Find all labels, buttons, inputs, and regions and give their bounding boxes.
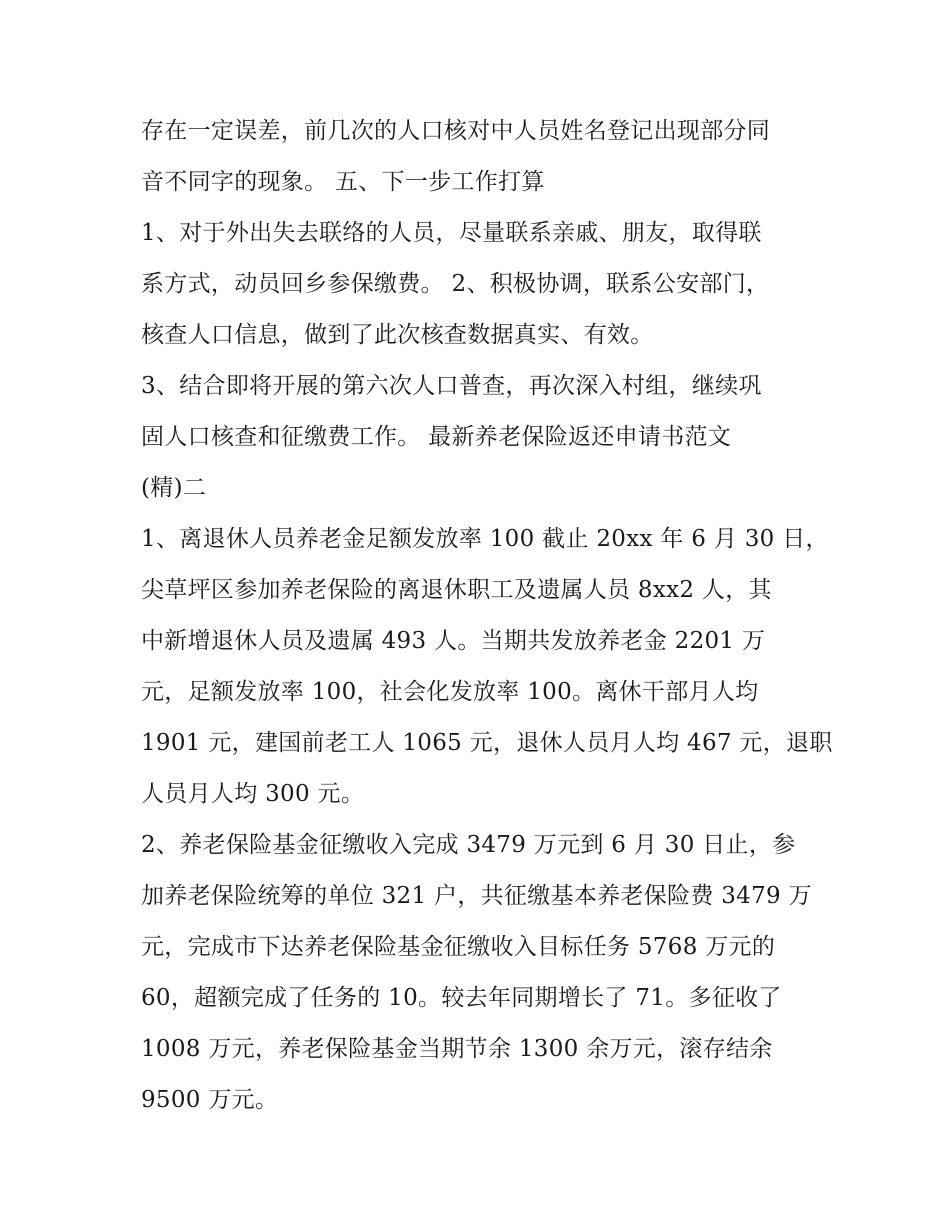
text-line: 元，完成市下达养老保险基金征缴收入目标任务 5768 万元的 xyxy=(141,934,776,960)
text-line: 中新增退休人员及遗属 493 人。当期共发放养老金 2201 万 xyxy=(141,628,766,654)
text-line: 核查人口信息，做到了此次核查数据真实、有效。 xyxy=(141,322,654,348)
document-body xyxy=(141,106,833,1126)
text-line: 音不同字的现象。 五、下一步工作打算 xyxy=(141,169,545,195)
text-line: 系方式，动员回乡参保缴费。 2、积极协调，联系公安部门， xyxy=(141,271,770,297)
text-line: 2、养老保险基金征缴收入完成 3479 万元到 6 月 30 日止，参 xyxy=(141,832,796,858)
text-line: (精)二 xyxy=(141,475,207,501)
text-line: 9500 万元。 xyxy=(141,1087,279,1113)
text-line: 存在一定误差，前几次的人口核对中人员姓名登记出现部分同 xyxy=(141,118,771,144)
text-line: 元，足额发放率 100，社会化发放率 100。离休干部月人均 xyxy=(141,679,759,705)
text-line: 加养老保险统筹的单位 321 户，共征缴基本养老保险费 3479 万 xyxy=(141,883,812,909)
text-line: 1008 万元，养老保险基金当期节余 1300 余万元，滚存结余 xyxy=(141,1036,773,1062)
text-line: 3、结合即将开展的第六次人口普查，再次深入村组，继续巩 xyxy=(141,373,762,399)
text-line: 人员月人均 300 元。 xyxy=(141,781,365,807)
text-line: 尖草坪区参加养老保险的离退休职工及遗属人员 8xx2 人，其 xyxy=(141,577,772,603)
text-line: 1、离退休人员养老金足额发放率 100 截止 20xx 年 6 月 30 日， xyxy=(141,526,829,552)
text-line: 1901 元，建国前老工人 1065 元，退休人员月人均 467 元，退职 xyxy=(141,730,833,756)
text-line: 60，超额完成了任务的 10。较去年同期增长了 71。多征收了 xyxy=(141,985,782,1011)
text-line: 固人口核查和征缴费工作。 最新养老保险返还申请书范文 xyxy=(141,424,732,450)
text-line: 1、对于外出失去联络的人员，尽量联系亲戚、朋友，取得联 xyxy=(141,220,762,246)
